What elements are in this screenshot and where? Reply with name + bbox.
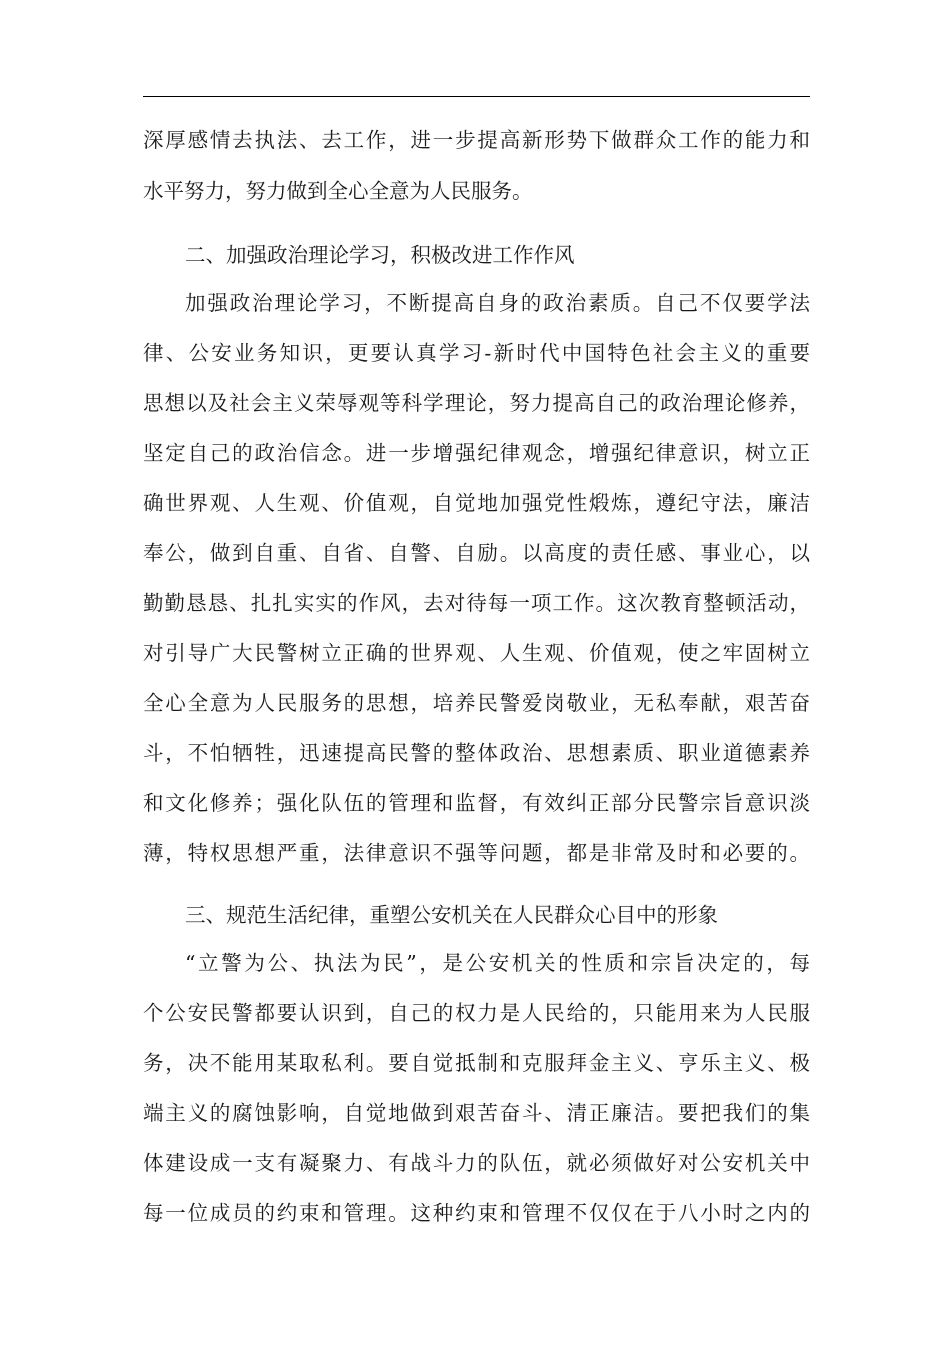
body-text-line: 对引导广大民警树立正确的世界观、人生观、价值观，使之牢固树立 xyxy=(143,641,810,665)
body-text-line: 体建设成一支有凝聚力、有战斗力的队伍，就必须做好对公安机关中 xyxy=(143,1151,810,1175)
body-text-line: 水平努力，努力做到全心全意为人民服务。 xyxy=(143,179,533,203)
body-text-line: 思想以及社会主义荣辱观等科学理论，努力提高自己的政治理论修养， xyxy=(143,391,810,415)
header-rule xyxy=(143,96,810,97)
body-text-line: 端主义的腐蚀影响，自觉地做到艰苦奋斗、清正廉洁。要把我们的集 xyxy=(143,1101,810,1125)
body-text-line: 坚定自己的政治信念。进一步增强纪律观念，增强纪律意识，树立正 xyxy=(143,441,810,465)
body-text-line: 确世界观、人生观、价值观，自觉地加强党性煅炼，遵纪守法，廉洁 xyxy=(143,491,810,515)
body-text-line: 勤勤恳恳、扎扎实实的作风，去对待每一项工作。这次教育整顿活动， xyxy=(143,591,810,615)
body-text-line: 深厚感情去执法、去工作，进一步提高新形势下做群众工作的能力和 xyxy=(143,128,810,152)
body-text-line: 每一位成员的约束和管理。这种约束和管理不仅仅在于八小时之内的 xyxy=(143,1201,810,1225)
body-text-line: 斗，不怕牺牲，迅速提高民警的整体政治、思想素质、职业道德素养 xyxy=(143,741,810,765)
section-heading: 三、规范生活纪律，重塑公安机关在人民群众心目中的形象 xyxy=(185,903,718,927)
body-text-line: 和文化修养；强化队伍的管理和监督，有效纠正部分民警宗旨意识淡 xyxy=(143,791,810,815)
body-text-line: 律、公安业务知识，更要认真学习-新时代中国特色社会主义的重要 xyxy=(143,341,810,365)
body-text-line: 个公安民警都要认识到，自己的权力是人民给的，只能用来为人民服 xyxy=(143,1001,810,1025)
body-text-line: 薄，特权思想严重，法律意识不强等问题，都是非常及时和必要的。 xyxy=(143,841,810,865)
body-text-line: 加强政治理论学习，不断提高自身的政治素质。自己不仅要学法 xyxy=(185,291,810,315)
body-text-line: 奉公，做到自重、自省、自警、自励。以高度的责任感、事业心，以 xyxy=(143,541,810,565)
section-heading: 二、加强政治理论学习，积极改进工作作风 xyxy=(185,243,575,267)
body-text-line: 务，决不能用某取私利。要自觉抵制和克服拜金主义、亨乐主义、极 xyxy=(143,1051,810,1075)
body-text-line: “立警为公、执法为民”，是公安机关的性质和宗旨决定的，每 xyxy=(185,951,810,975)
body-text-line: 全心全意为人民服务的思想，培养民警爱岗敬业，无私奉献，艰苦奋 xyxy=(143,691,810,715)
